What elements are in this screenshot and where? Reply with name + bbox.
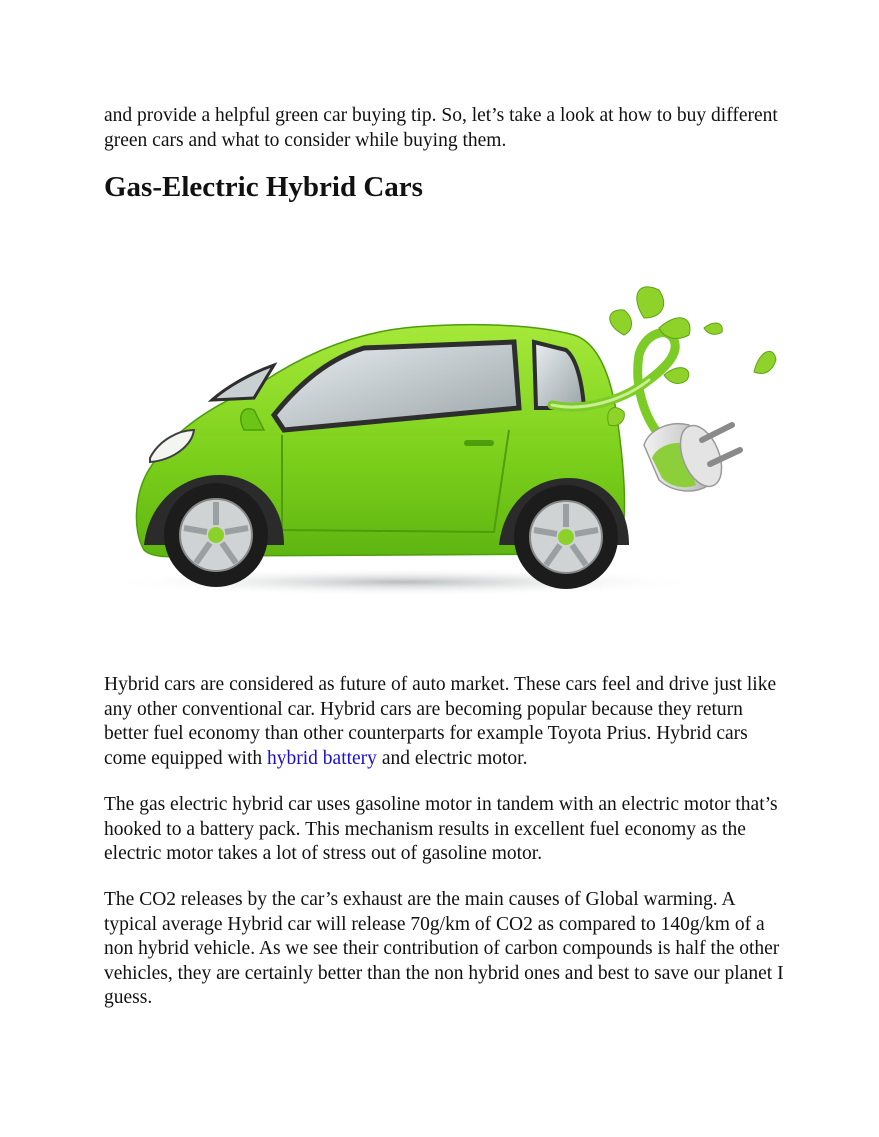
hybrid-battery-link[interactable]: hybrid battery [267,747,377,769]
intro-paragraph: and provide a helpful green car buying tip. So, let’s take a look at how to buy different green cars and what to consider while buying them. [104,105,778,151]
gas-electric-paragraph: The gas electric hybrid car uses gasoline motor in tandem with an electric motor that’s hooked to a battery pack. This mechanism results in excellent fuel economy as the electric motor takes a lot of stress out of gasoline motor. [104,794,778,864]
front-wheel [164,483,268,587]
plug-icon [644,420,740,493]
paragraph1-text-after: and electric motor. [376,747,528,769]
co2-paragraph: The CO2 releases by the car’s exhaust are the main causes of Global warming. A typical average Hybrid car will release 70g/km of CO2 as compared to 140g/km of a non hybrid vehicle. As we see their contribution of carbon compounds is half the other vehicles, they are certainly better than the non hybrid ones and best to save our planet I guess. [104,889,784,1008]
paragraph1-text-before: Hybrid cars are considered as future of auto market. These cars feel and drive just like any other conventional car. Hybrid cars are becoming popular because they return better fuel economy than other counterparts for example Toyota Prius. Hybrid cars come equipped with [104,674,777,769]
hybrid-car-illustration [104,280,794,620]
rear-wheel [514,485,618,589]
green-car-plug-icon [104,280,794,620]
hybrid-intro-paragraph [104,673,784,771]
section-heading: Gas-Electric Hybrid Cars [104,171,423,203]
